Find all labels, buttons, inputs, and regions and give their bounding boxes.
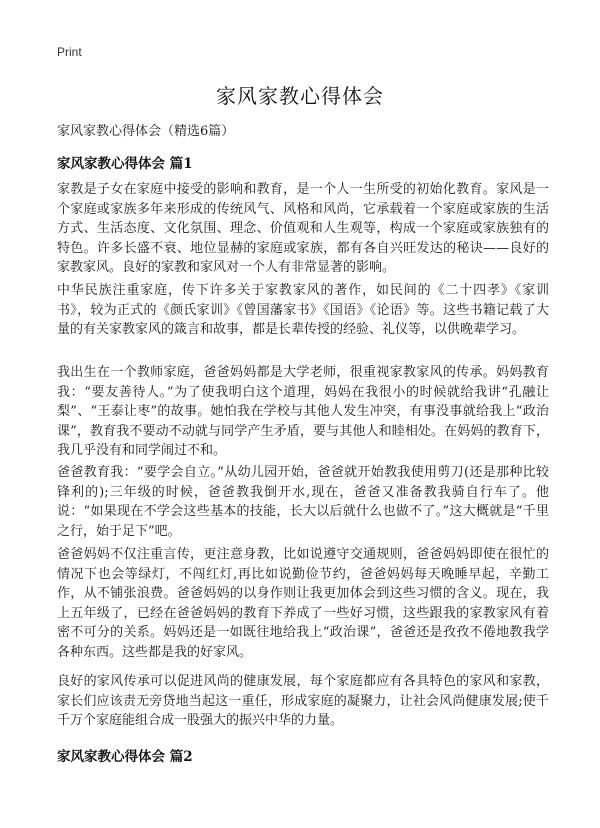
paragraph: 爸爸教育我：“要学会自立。”从幼儿园开始，爸爸就开始教我使用剪刀(还是那种比较锋利的);三年级的时候，爸爸教我倒开水,现在，爸爸又准备教我骑自行车了。他说：“如果现在不学会这些基本的技能，长大以后就什么也做不了。”这大概就是“千里之行，始于足下”吧。 bbox=[57, 465, 549, 539]
paragraph: 中华民族注重家庭，传下许多关于家教家风的著作，如民间的《二十四孝》《家训书》，较为正式的《颜氏家训》《曾国藩家书》《国语》《论语》等。这些书籍记载了大量的有关家教家风的箴言和故事，都是长辈传授的经验、礼仪等，以供晚辈学习。 bbox=[57, 283, 549, 337]
section-heading-1: 家风家教心得体会 篇1 bbox=[57, 156, 193, 172]
paragraph: 良好的家风传承可以促进风尚的健康发展，每个家庭都应有各具特色的家风和家教，家长们应该责无旁贷地当起这一重任，形成家庭的凝聚力，让社会风尚健康发展;使千千万个家庭能组合成一股强大的振兴中华的力量。 bbox=[57, 674, 549, 728]
paragraph: 爸爸妈妈不仅注重言传，更注意身教，比如说遵守交通规则，爸爸妈妈即使在很忙的情况下也会等绿灯，不闯红灯,再比如说勤俭节约，爸爸妈妈每天晚睡早起，辛勤工作，从不铺张浪费。爸爸妈妈的以身作则让我更加体会到这些习惯的含义。现在，我上五年级了，已经在爸爸妈妈的教育下养成了一些好习惯，这些跟我的家教家风有着密不可分的关系。妈妈还是一如既往地给我上“政治课”，爸爸还是孜孜不倦地教我学各种东西。这些都是我的好家风。 bbox=[57, 547, 549, 660]
section-heading-2: 家风家教心得体会 篇2 bbox=[57, 749, 193, 765]
document-subtitle: 家风家教心得体会（精选6篇） bbox=[57, 124, 235, 139]
paragraph: 家教是子女在家庭中接受的影响和教育，是一个人一生所受的初始化教育。家风是一个家庭或家族多年来形成的传统风气、风格和风尚，它承载着一个家庭或家族的生活方式、生活态度、文化氛围、理念、价值观和人生观等，构成一个家庭或家族独有的特色。许多长盛不衰、地位显赫的家庭或家族，都有各自兴旺发达的秘诀——良好的家教家风。良好的家教和家风对一个人有非常显著的影响。 bbox=[57, 182, 549, 275]
page-title: 家风家教心得体会 bbox=[216, 84, 384, 108]
print-label: Print bbox=[57, 45, 82, 59]
paragraph: 我出生在一个教师家庭，爸爸妈妈都是大学老师，很重视家教家风的传承。妈妈教育我：“要友善待人。”为了使我明白这个道理，妈妈在我很小的时候就给我讲“孔融让梨”、“王泰让枣”的故事。她怕我在学校与其他人发生冲突，有事没事就给我上“政治课”，教育我不要动不动就与同学产生矛盾，要与其他人和睦相处。在妈妈的教育下，我几乎没有和同学闹过不和。 bbox=[57, 365, 549, 458]
